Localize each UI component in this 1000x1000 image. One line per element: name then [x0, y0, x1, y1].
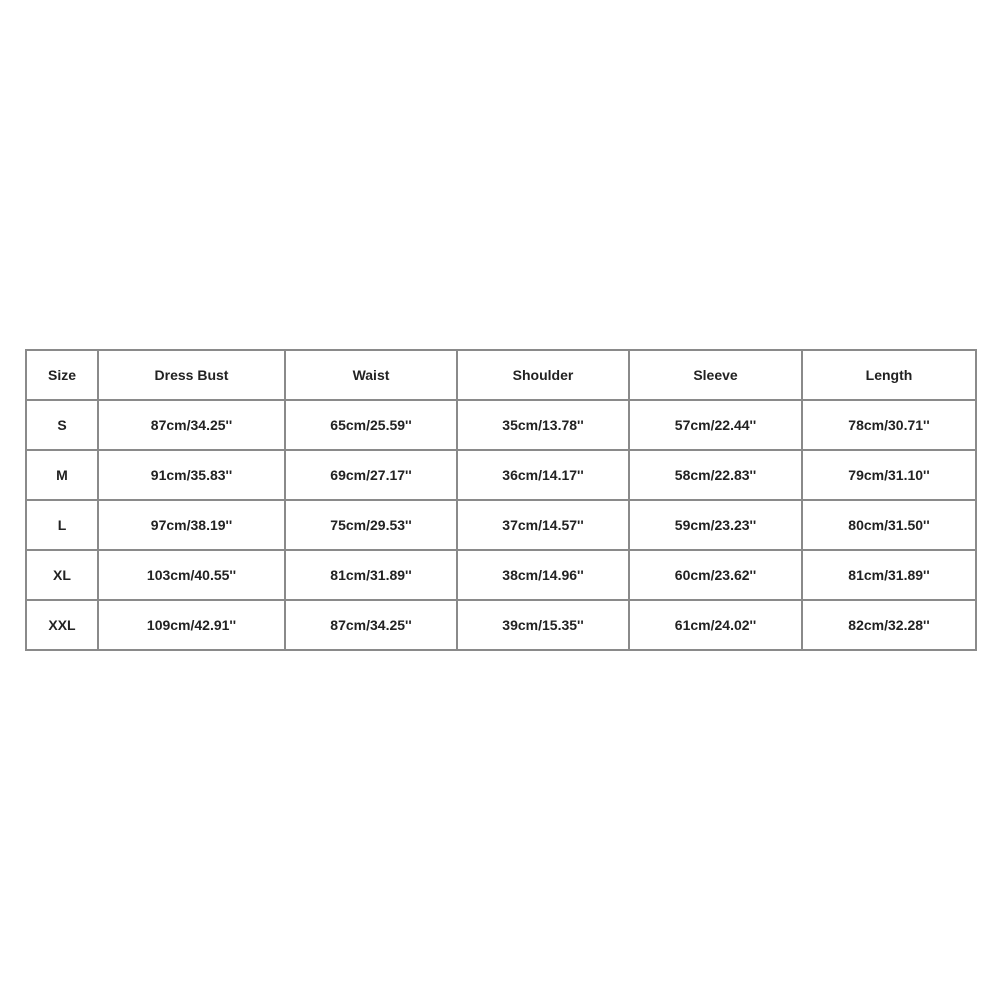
table-row	[26, 500, 976, 550]
cell-size: S	[26, 400, 98, 450]
cell-length: 81cm/31.89''	[802, 550, 976, 600]
cell-sleeve: 60cm/23.62''	[629, 550, 802, 600]
cell-length: 80cm/31.50''	[802, 500, 976, 550]
table-row	[26, 450, 976, 500]
cell-dress-bust: 87cm/34.25''	[98, 400, 285, 450]
cell-shoulder: 37cm/14.57''	[457, 500, 629, 550]
header-waist: Waist	[285, 350, 457, 400]
cell-dress-bust: 91cm/35.83''	[98, 450, 285, 500]
cell-waist: 69cm/27.17''	[285, 450, 457, 500]
header-shoulder: Shoulder	[457, 350, 629, 400]
cell-shoulder: 35cm/13.78''	[457, 400, 629, 450]
header-dress-bust: Dress Bust	[98, 350, 285, 400]
table-row	[26, 550, 976, 600]
header-length: Length	[802, 350, 976, 400]
cell-size: M	[26, 450, 98, 500]
cell-sleeve: 59cm/23.23''	[629, 500, 802, 550]
cell-sleeve: 58cm/22.83''	[629, 450, 802, 500]
cell-waist: 75cm/29.53''	[285, 500, 457, 550]
cell-shoulder: 36cm/14.17''	[457, 450, 629, 500]
cell-sleeve: 57cm/22.44''	[629, 400, 802, 450]
cell-dress-bust: 97cm/38.19''	[98, 500, 285, 550]
cell-length: 82cm/32.28''	[802, 600, 976, 650]
cell-dress-bust: 109cm/42.91''	[98, 600, 285, 650]
cell-shoulder: 38cm/14.96''	[457, 550, 629, 600]
cell-sleeve: 61cm/24.02''	[629, 600, 802, 650]
size-chart-table	[25, 349, 977, 651]
cell-length: 79cm/31.10''	[802, 450, 976, 500]
table-row	[26, 400, 976, 450]
cell-waist: 87cm/34.25''	[285, 600, 457, 650]
cell-waist: 65cm/25.59''	[285, 400, 457, 450]
header-sleeve: Sleeve	[629, 350, 802, 400]
cell-dress-bust: 103cm/40.55''	[98, 550, 285, 600]
cell-shoulder: 39cm/15.35''	[457, 600, 629, 650]
cell-size: XL	[26, 550, 98, 600]
header-size: Size	[26, 350, 98, 400]
cell-size: XXL	[26, 600, 98, 650]
cell-length: 78cm/30.71''	[802, 400, 976, 450]
cell-size: L	[26, 500, 98, 550]
table-header-row	[26, 350, 976, 400]
table-row	[26, 600, 976, 650]
cell-waist: 81cm/31.89''	[285, 550, 457, 600]
